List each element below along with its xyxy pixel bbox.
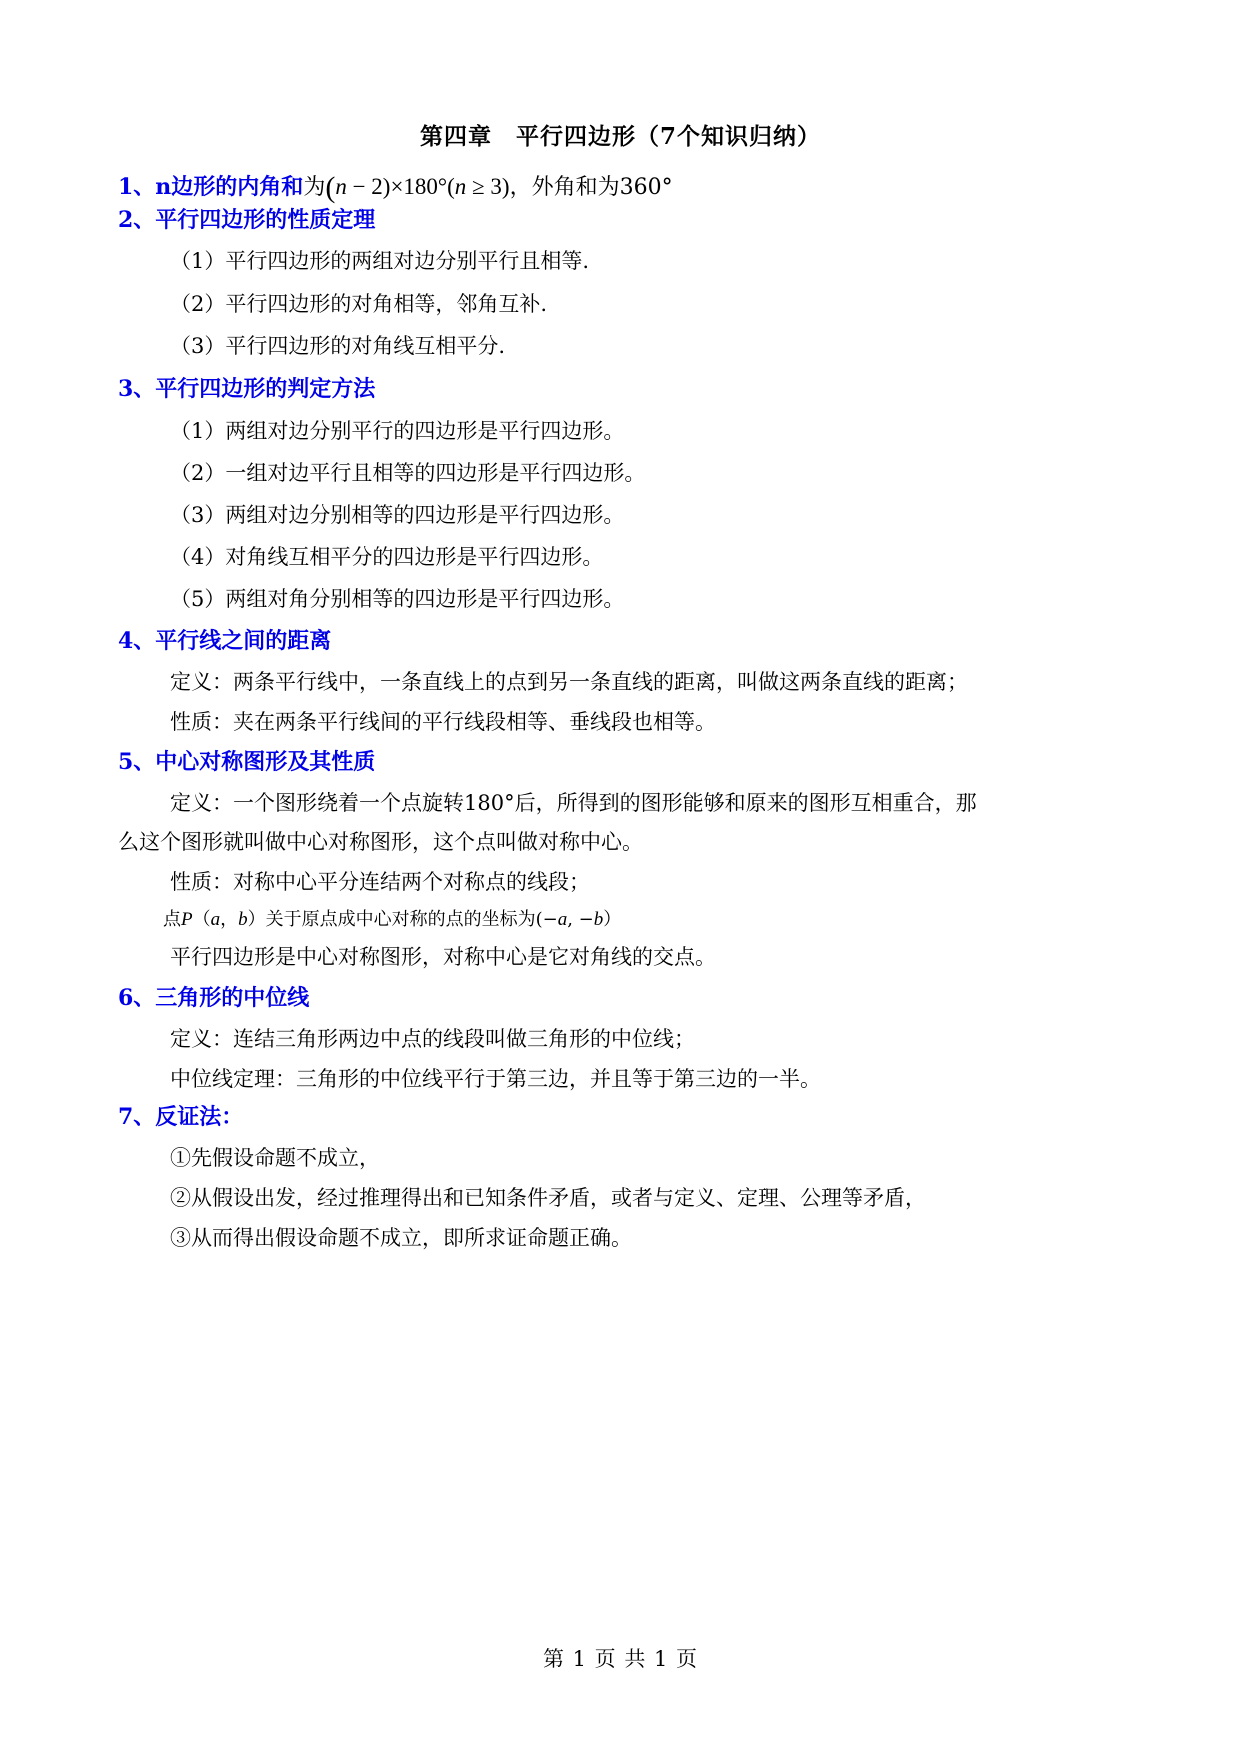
point-text-3: ，	[220, 909, 239, 930]
section-3-item: （5）两组对角分别相等的四边形是平行四边形。	[170, 587, 625, 611]
section-2-item: （2）平行四边形的对角相等，邻角互补.	[170, 292, 548, 316]
point-text-6: ）	[603, 909, 622, 930]
section-3-item: （4）对角线互相平分的四边形是平行四边形。	[170, 545, 604, 569]
formula-condition: ≥ 3)	[466, 174, 510, 199]
point-text-5: , −	[567, 909, 594, 930]
point-neg-a: a	[557, 909, 568, 930]
point-text-1: 点	[163, 909, 181, 930]
section-2-item: （3）平行四边形的对角线互相平分.	[170, 334, 506, 358]
section-2-heading: 2、平行四边形的性质定理	[118, 207, 376, 233]
formula-n: n	[335, 174, 347, 199]
section-1-line	[118, 170, 673, 205]
section-2-item: （1）平行四边形的两组对边分别平行且相等.	[170, 249, 590, 273]
point-a: a	[210, 909, 221, 930]
section-5-definition-line2: 么这个图形就叫做中心对称图形，这个点叫做对称中心。	[118, 830, 643, 854]
section-1-text-prefix: 为	[303, 175, 326, 200]
section-6-theorem: 中位线定理：三角形的中位线平行于第三边，并且等于第三边的一半。	[170, 1067, 821, 1091]
point-p: P	[181, 909, 193, 930]
section-7-step: ③从而得出假设命题不成立，即所求证命题正确。	[170, 1226, 632, 1250]
section-1-text	[303, 171, 673, 204]
section-7-heading: 7、反证法：	[118, 1104, 244, 1130]
formula-middle: − 2)×180°(	[346, 174, 455, 199]
section-5-property: 性质：对称中心平分连结两个对称点的线段；	[170, 870, 590, 894]
point-text-2: （	[192, 909, 211, 930]
section-1-heading: 1、n边形的内角和	[118, 174, 304, 200]
page-title: 第四章 平行四边形（7个知识归纳）	[419, 123, 821, 150]
section-3-item: （1）两组对边分别平行的四边形是平行四边形。	[170, 419, 625, 443]
section-5-conclusion: 平行四边形是中心对称图形，对称中心是它对角线的交点。	[170, 945, 716, 969]
section-4-definition: 定义：两条平行线中，一条直线上的点到另一条直线的距离，叫做这两条直线的距离；	[170, 670, 968, 694]
section-4-heading: 4、平行线之间的距离	[118, 628, 332, 654]
page-footer: 第 1 页 共 1 页	[542, 1647, 699, 1671]
point-neg-b: b	[593, 909, 604, 930]
section-3-item: （2）一组对边平行且相等的四边形是平行四边形。	[170, 461, 646, 485]
section-6-heading: 6、三角形的中位线	[118, 985, 310, 1011]
point-text-4: ）关于原点成中心对称的点的坐标为(−	[247, 909, 558, 930]
point-symmetry-rule	[163, 905, 621, 931]
section-3-heading: 3、平行四边形的判定方法	[118, 376, 376, 402]
formula-n-condition: n	[454, 174, 467, 199]
section-4-property: 性质：夹在两条平行线间的平行线段相等、垂线段也相等。	[170, 710, 716, 734]
exterior-angle-text: ，外角和为360°	[509, 175, 673, 200]
point-b: b	[238, 909, 248, 930]
section-5-heading: 5、中心对称图形及其性质	[118, 749, 376, 775]
section-3-item: （3）两组对边分别相等的四边形是平行四边形。	[170, 503, 625, 527]
section-5-definition-line1: 定义：一个图形绕着一个点旋转180°后，所得到的图形能够和原来的图形互相重合，那	[170, 791, 977, 815]
formula-paren-open: (	[325, 171, 336, 204]
section-6-definition: 定义：连结三角形两边中点的线段叫做三角形的中位线；	[170, 1027, 695, 1051]
section-7-step: ②从假设出发，经过推理得出和已知条件矛盾，或者与定义、定理、公理等矛盾，	[170, 1186, 926, 1210]
section-7-step: ①先假设命题不成立，	[170, 1146, 380, 1170]
interior-angle-formula	[325, 171, 510, 204]
